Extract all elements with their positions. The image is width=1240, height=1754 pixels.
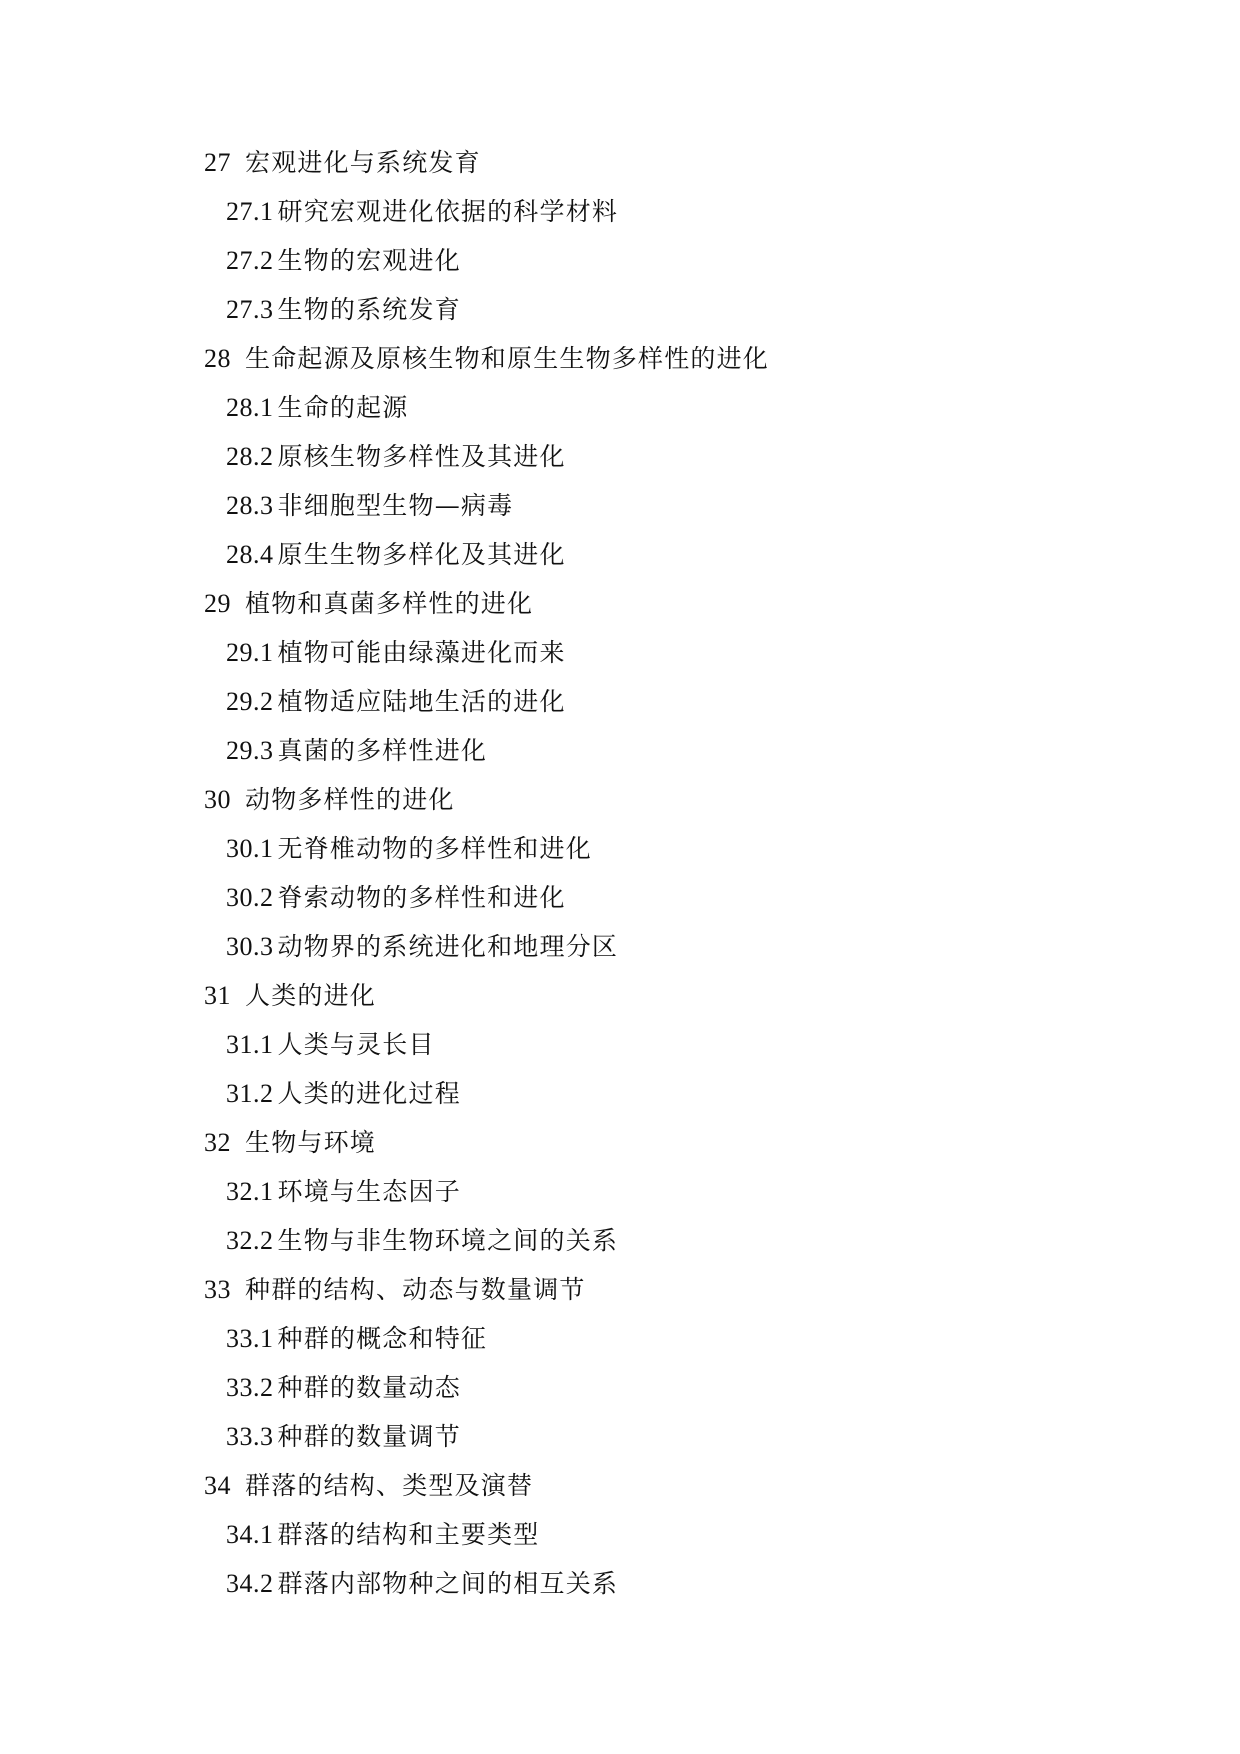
toc-section-entry [0,1314,1240,1363]
section-title: 人类与灵长目 [277,1030,435,1059]
chapter-title: 动物多样性的进化 [245,785,455,814]
section-number: 34.1 [226,1520,274,1549]
section-title: 种群的数量动态 [277,1373,461,1402]
section-title: 研究宏观进化依据的科学材料 [277,197,619,226]
toc-section-entry [0,1069,1240,1118]
section-title: 生物的系统发育 [277,295,461,324]
toc-section-entry [0,187,1240,236]
chapter-number: 27 [204,148,231,177]
section-number: 28.1 [226,393,274,422]
section-number: 27.1 [226,197,274,226]
section-number: 32.2 [226,1226,274,1255]
section-number: 30.3 [226,932,274,961]
toc-section-entry [0,236,1240,285]
section-number: 30.1 [226,834,274,863]
toc-section-entry [0,922,1240,971]
section-title: 人类的进化过程 [277,1079,461,1108]
toc-chapter-entry [0,334,1240,383]
section-title: 无脊椎动物的多样性和进化 [277,834,592,863]
section-number: 33.3 [226,1422,274,1451]
chapter-number: 28 [204,344,231,373]
section-title: 群落内部物种之间的相互关系 [277,1569,619,1598]
section-title: 生物的宏观进化 [277,246,461,275]
section-number: 27.3 [226,295,274,324]
section-number: 28.2 [226,442,274,471]
section-title: 真菌的多样性进化 [277,736,488,765]
section-title: 非细胞型生物—病毒 [277,491,514,520]
toc-section-entry [0,530,1240,579]
section-title: 植物适应陆地生活的进化 [277,687,566,716]
section-title: 原生生物多样化及其进化 [277,540,566,569]
toc-section-entry [0,1510,1240,1559]
toc-chapter-entry [0,1265,1240,1314]
chapter-number: 30 [204,785,231,814]
toc-section-entry [0,1412,1240,1461]
toc-section-entry [0,824,1240,873]
section-title: 群落的结构和主要类型 [277,1520,540,1549]
section-title: 原核生物多样性及其进化 [277,442,566,471]
chapter-number: 33 [204,1275,231,1304]
toc-section-entry [0,1020,1240,1069]
section-title: 脊索动物的多样性和进化 [277,883,566,912]
section-number: 29.1 [226,638,274,667]
toc-chapter-entry [0,1118,1240,1167]
toc-chapter-entry [0,138,1240,187]
section-number: 30.2 [226,883,274,912]
toc-section-entry [0,726,1240,775]
chapter-title: 人类的进化 [245,981,377,1010]
section-number: 27.2 [226,246,274,275]
section-title: 植物可能由绿藻进化而来 [277,638,566,667]
toc-chapter-entry [0,971,1240,1020]
section-number: 32.1 [226,1177,274,1206]
section-number: 29.2 [226,687,274,716]
toc-section-entry [0,285,1240,334]
chapter-number: 29 [204,589,231,618]
section-number: 33.1 [226,1324,274,1353]
section-number: 28.3 [226,491,274,520]
toc-section-entry [0,1167,1240,1216]
chapter-number: 31 [204,981,231,1010]
section-number: 28.4 [226,540,274,569]
section-title: 种群的概念和特征 [277,1324,488,1353]
toc-chapter-entry [0,775,1240,824]
section-title: 种群的数量调节 [277,1422,461,1451]
section-number: 29.3 [226,736,274,765]
section-title: 生命的起源 [277,393,409,422]
toc-section-entry [0,383,1240,432]
section-number: 31.2 [226,1079,274,1108]
toc-chapter-entry [0,579,1240,628]
chapter-title: 植物和真菌多样性的进化 [245,589,534,618]
toc-section-entry [0,432,1240,481]
toc-section-entry [0,1216,1240,1265]
chapter-number: 34 [204,1471,231,1500]
toc-section-entry [0,481,1240,530]
chapter-title: 种群的结构、动态与数量调节 [245,1275,586,1304]
section-number: 31.1 [226,1030,274,1059]
chapter-title: 生命起源及原核生物和原生生物多样性的进化 [245,344,770,373]
toc-section-entry [0,1363,1240,1412]
section-number: 34.2 [226,1569,274,1598]
chapter-title: 宏观进化与系统发育 [245,148,481,177]
toc-section-entry [0,677,1240,726]
chapter-title: 生物与环境 [245,1128,377,1157]
toc-section-entry [0,628,1240,677]
section-number: 33.2 [226,1373,274,1402]
toc-chapter-entry [0,1461,1240,1510]
toc-section-entry [0,1559,1240,1608]
section-title: 生物与非生物环境之间的关系 [277,1226,619,1255]
chapter-title: 群落的结构、类型及演替 [245,1471,534,1500]
chapter-number: 32 [204,1128,231,1157]
table-of-contents [0,138,1240,1608]
toc-section-entry [0,873,1240,922]
section-title: 环境与生态因子 [277,1177,461,1206]
section-title: 动物界的系统进化和地理分区 [277,932,619,961]
